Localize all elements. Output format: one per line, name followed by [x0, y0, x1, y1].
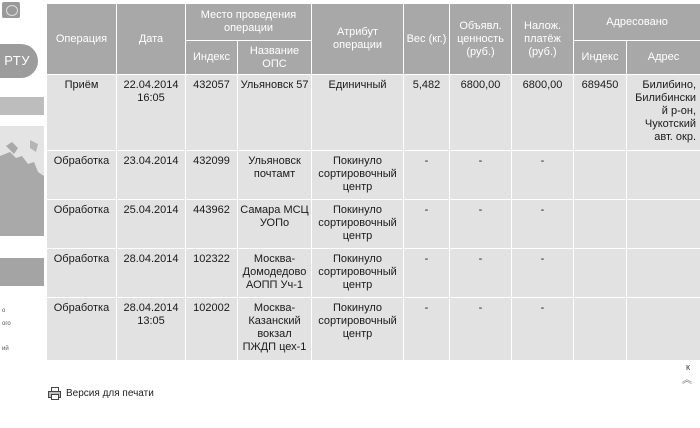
- sidebar-text: ого: [2, 321, 11, 327]
- cell-ops-name: Ульяновск почтамт: [238, 151, 312, 200]
- cell-date: 28.04.2014 13:05: [117, 298, 186, 361]
- cell-address: [627, 298, 700, 361]
- cell-attribute: Покинуло сортировочный центр: [312, 249, 404, 298]
- header-attribute: Атрибут операции: [312, 4, 404, 75]
- cell-attribute: Покинуло сортировочный центр: [312, 298, 404, 361]
- cell-declared-value: -: [450, 151, 512, 200]
- sidebar-map-thumbnail[interactable]: [0, 126, 44, 236]
- cell-address: [627, 200, 700, 249]
- header-address: Адрес: [627, 41, 700, 75]
- cell-declared-value: -: [450, 200, 512, 249]
- cell-ops-name: Самара МСЦ УОПо: [238, 200, 312, 249]
- header-cod: Налож. платёж (руб.): [512, 4, 574, 75]
- cell-address: Билибино, Билибинский р-он, Чукотский авт. окр.: [627, 75, 700, 151]
- cell-operation: Обработка: [47, 151, 117, 200]
- map-shape-icon: [0, 126, 44, 236]
- cell-weight: -: [404, 249, 450, 298]
- table-row: [47, 151, 700, 200]
- sidebar-bar: [0, 97, 44, 115]
- cell-ops-name: Москва-Домодедово АОПП Уч-1: [238, 249, 312, 298]
- header-declared-value: Объявл. ценность (руб.): [450, 4, 512, 75]
- header-date: Дата: [117, 4, 186, 75]
- header-place-group: Место проведения операции: [186, 4, 312, 41]
- cell-cod: -: [512, 298, 574, 361]
- tracking-table: [46, 3, 700, 361]
- cell-cod: -: [512, 151, 574, 200]
- cell-index: 102002: [186, 298, 238, 361]
- cell-addr-index: [574, 249, 627, 298]
- cell-weight: -: [404, 200, 450, 249]
- cell-weight: -: [404, 151, 450, 200]
- cell-declared-value: 6800,00: [450, 75, 512, 151]
- print-version-label: Версия для печати: [66, 387, 154, 399]
- cell-date: 22.04.2014 16:05: [117, 75, 186, 151]
- cell-operation: Обработка: [47, 298, 117, 361]
- sidebar-bar: [0, 258, 44, 286]
- sidebar-logo-icon: [2, 2, 20, 18]
- table-row: [47, 298, 700, 361]
- cell-declared-value: -: [450, 249, 512, 298]
- map-button[interactable]: РТУ: [0, 44, 38, 78]
- cell-index: 432057: [186, 75, 238, 151]
- header-weight: Вес (кг.): [404, 4, 450, 75]
- printer-icon: [48, 387, 61, 399]
- cell-attribute: Единичный: [312, 75, 404, 151]
- cell-index: 432099: [186, 151, 238, 200]
- left-sidebar: [0, 0, 44, 428]
- cell-attribute: Покинуло сортировочный центр: [312, 200, 404, 249]
- cell-addr-index: [574, 151, 627, 200]
- cell-cod: -: [512, 200, 574, 249]
- sidebar-text: ий: [2, 346, 9, 352]
- header-addr-index: Индекс: [574, 41, 627, 75]
- cell-address: [627, 151, 700, 200]
- cell-operation: Приём: [47, 75, 117, 151]
- cell-weight: -: [404, 298, 450, 361]
- cell-weight: 5,482: [404, 75, 450, 151]
- cell-date: 28.04.2014: [117, 249, 186, 298]
- cell-address: [627, 249, 700, 298]
- cell-date: 23.04.2014: [117, 151, 186, 200]
- double-chevron-up-icon[interactable]: ︽: [682, 375, 692, 386]
- print-version-link[interactable]: [48, 385, 154, 401]
- header-ops-name: Название ОПС: [238, 41, 312, 75]
- cell-operation: Обработка: [47, 200, 117, 249]
- cell-addr-index: 689450: [574, 75, 627, 151]
- cell-index: 102322: [186, 249, 238, 298]
- table-row: [47, 200, 700, 249]
- cell-cod: 6800,00: [512, 75, 574, 151]
- cell-date: 25.04.2014: [117, 200, 186, 249]
- cell-operation: Обработка: [47, 249, 117, 298]
- header-operation: Операция: [47, 4, 117, 75]
- cell-declared-value: -: [450, 298, 512, 361]
- cell-cod: -: [512, 249, 574, 298]
- cell-index: 443962: [186, 200, 238, 249]
- cell-attribute: Покинуло сортировочный центр: [312, 151, 404, 200]
- cell-ops-name: Ульяновск 57: [238, 75, 312, 151]
- table-row: [47, 75, 700, 151]
- sidebar-text: о: [2, 308, 6, 314]
- header-index: Индекс: [186, 41, 238, 75]
- right-edge-text: к: [686, 362, 690, 372]
- header-addressed-group: Адресовано: [574, 4, 700, 41]
- cell-addr-index: [574, 298, 627, 361]
- table-row: [47, 249, 700, 298]
- cell-ops-name: Москва-Казанский вокзал ПЖДП цех-1: [238, 298, 312, 361]
- cell-addr-index: [574, 200, 627, 249]
